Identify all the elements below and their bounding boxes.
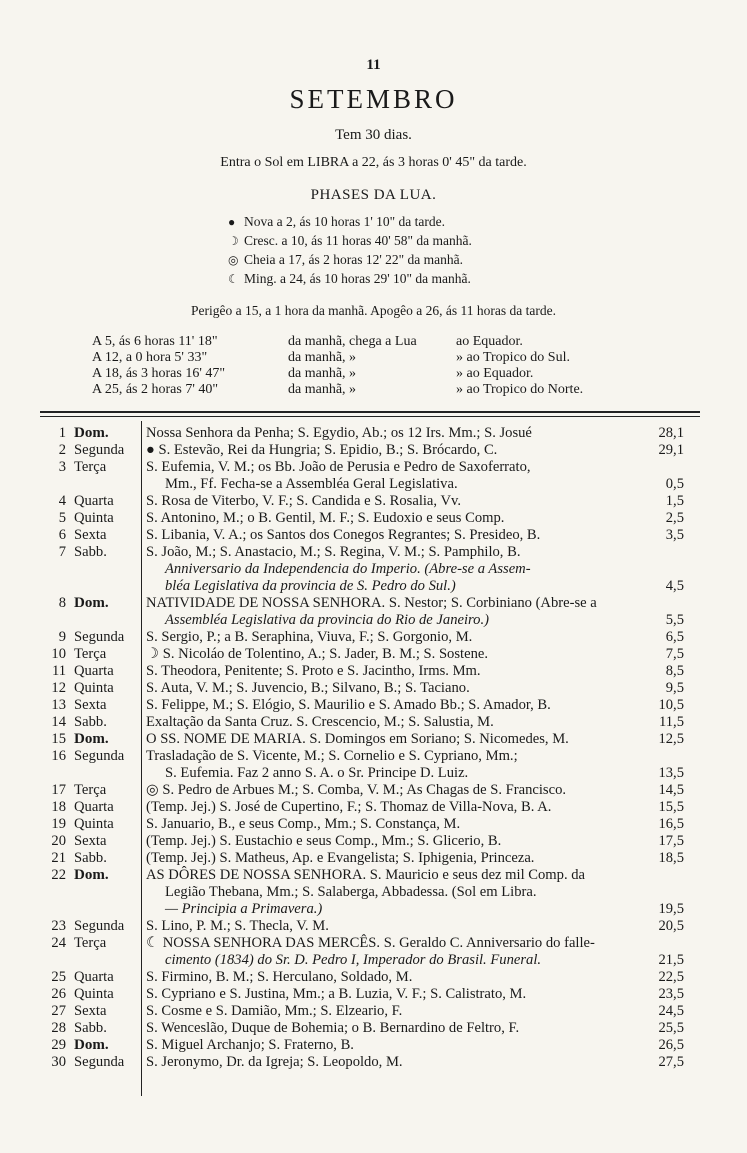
calendar-row bbox=[0, 612, 747, 629]
days-line: Tem 30 dias. bbox=[335, 127, 412, 143]
calendar-row bbox=[0, 1003, 747, 1020]
moon-age: 0,5 bbox=[665, 476, 684, 492]
moon-age: 14,5 bbox=[658, 782, 684, 798]
new-moon-icon: ● bbox=[228, 215, 236, 229]
calendar-row bbox=[0, 425, 747, 442]
equator-target: » ao Tropico do Sul. bbox=[456, 350, 570, 365]
equator-desc: da manhã, » bbox=[288, 366, 357, 381]
saints-text: S. Rosa de Viterbo, V. F.; S. Candida e S. Rosalia, Vv. bbox=[146, 493, 461, 509]
equator-target: ao Equador. bbox=[456, 334, 523, 349]
weekday: Quarta bbox=[74, 969, 114, 985]
saints-text: S. Januario, B., e seus Comp., Mm.; S. Constança, M. bbox=[146, 816, 461, 832]
weekday: Sexta bbox=[74, 527, 107, 543]
day-number: 26 bbox=[51, 986, 66, 1002]
day-number: 25 bbox=[51, 969, 66, 985]
moon-age: 27,5 bbox=[658, 1054, 684, 1070]
calendar-row bbox=[0, 969, 747, 986]
calendar-row bbox=[0, 493, 747, 510]
weekday: Dom. bbox=[74, 1037, 109, 1053]
saints-text: ● S. Estevão, Rei da Hungria; S. Epidio, B.; S. Brócardo, C. bbox=[146, 442, 498, 458]
day-number: 16 bbox=[51, 748, 66, 764]
moon-age: 16,5 bbox=[658, 816, 684, 832]
weekday: Sabb. bbox=[74, 714, 107, 730]
day-number: 27 bbox=[51, 1003, 66, 1019]
moon-age: 9,5 bbox=[665, 680, 684, 696]
weekday: Sexta bbox=[74, 697, 107, 713]
weekday: Sabb. bbox=[74, 544, 107, 560]
saints-text: S. Antonino, M.; o B. Gentil, M. F.; S. Eudoxio e seus Comp. bbox=[146, 510, 505, 526]
weekday: Segunda bbox=[74, 748, 125, 764]
weekday: Terça bbox=[74, 935, 107, 951]
saints-text: S. Cypriano e S. Justina, Mm.; a B. Luzia, V. F.; S. Calistrato, M. bbox=[146, 986, 527, 1002]
saints-text: AS DÔRES DE NOSSA SENHORA. S. Mauricio e seus dez mil Comp. da bbox=[146, 867, 586, 883]
saints-text: bléa Legislativa da provincia de S. Pedro do Sul.) bbox=[165, 578, 456, 594]
calendar-row bbox=[0, 680, 747, 697]
saints-text: (Temp. Jej.) S. Eustachio e seus Comp., Mm.; S. Glicerio, B. bbox=[146, 833, 502, 849]
moon-age: 3,5 bbox=[665, 527, 684, 543]
equator-time: A 25, ás 2 horas 7' 40" bbox=[92, 382, 219, 397]
perigee-line: Perigêo a 15, a 1 hora da manhã. Apogêo a 26, ás 11 horas da tarde. bbox=[190, 303, 556, 318]
moon-age: 22,5 bbox=[658, 969, 684, 985]
moon-age: 11,5 bbox=[659, 714, 684, 730]
weekday: Dom. bbox=[74, 731, 109, 747]
calendar-row bbox=[0, 697, 747, 714]
calendar-row bbox=[0, 1020, 747, 1037]
saints-text: O SS. NOME DE MARIA. S. Domingos em Soriano; S. Nicomedes, M. bbox=[146, 731, 569, 747]
moon-phase-text: Nova a 2, ás 10 horas 1' 10" da tarde. bbox=[244, 214, 446, 229]
moon-age: 2,5 bbox=[665, 510, 684, 526]
equator-line bbox=[92, 382, 583, 398]
day-number: 21 bbox=[51, 850, 66, 866]
equator-target: » ao Tropico do Norte. bbox=[456, 382, 584, 397]
calendar-row bbox=[0, 561, 747, 578]
moon-age: 15,5 bbox=[658, 799, 684, 815]
saints-text: S. Jeronymo, Dr. da Igreja; S. Leopoldo, M. bbox=[146, 1054, 403, 1070]
double-rule-top bbox=[40, 411, 700, 413]
day-number: 28 bbox=[51, 1020, 66, 1036]
saints-text: Nossa Senhora da Penha; S. Egydio, Ab.; os 12 Irs. Mm.; S. Josué bbox=[146, 425, 532, 441]
weekday: Segunda bbox=[74, 1054, 125, 1070]
calendar-row bbox=[0, 799, 747, 816]
moon-age: 4,5 bbox=[665, 578, 684, 594]
moon-age: 18,5 bbox=[658, 850, 684, 866]
equator-time: A 12, a 0 hora 5' 33" bbox=[92, 350, 208, 365]
saints-text: Legião Thebana, Mm.; S. Salaberga, Abbadessa. (Sol em Libra. bbox=[165, 884, 537, 900]
weekday: Dom. bbox=[74, 425, 109, 441]
calendar-row bbox=[0, 459, 747, 476]
saints-text: NATIVIDADE DE NOSSA SENHORA. S. Nestor; S. Corbiniano (Abre-se a bbox=[146, 595, 597, 611]
day-number: 29 bbox=[51, 1037, 66, 1053]
saints-text: Exaltação da Santa Cruz. S. Crescencio, M.; S. Salustia, M. bbox=[146, 714, 494, 730]
moon-age: 10,5 bbox=[658, 697, 684, 713]
weekday: Terça bbox=[74, 646, 107, 662]
day-number: 22 bbox=[51, 867, 66, 883]
weekday: Quinta bbox=[74, 986, 114, 1002]
weekday: Dom. bbox=[74, 595, 109, 611]
moon-age: 8,5 bbox=[665, 663, 684, 679]
saints-text: S. Theodora, Penitente; S. Proto e S. Jacintho, Irms. Mm. bbox=[146, 663, 481, 679]
calendar-row bbox=[0, 595, 747, 612]
day-number: 4 bbox=[58, 493, 66, 509]
moon-age: 5,5 bbox=[665, 612, 684, 628]
saints-text: S. Wenceslão, Duque de Bohemia; o B. Bernardino de Feltro, F. bbox=[146, 1020, 520, 1036]
saints-text: — Principia a Primavera.) bbox=[165, 901, 323, 917]
phases-title: PHASES DA LUA. bbox=[310, 187, 437, 203]
moon-age: 6,5 bbox=[665, 629, 684, 645]
day-number: 13 bbox=[51, 697, 66, 713]
calendar-row bbox=[0, 833, 747, 850]
day-number: 14 bbox=[51, 714, 66, 730]
weekday: Quarta bbox=[74, 493, 114, 509]
weekday: Quarta bbox=[74, 799, 114, 815]
saints-text: ☾ NOSSA SENHORA DAS MERCÊS. S. Geraldo C. Anniversario do falle- bbox=[146, 935, 595, 951]
equator-line bbox=[92, 334, 523, 350]
moon-phase-new bbox=[228, 214, 445, 230]
saints-text: Assembléa Legislativa da provincia do Rio de Janeiro.) bbox=[165, 612, 489, 628]
page-number: 11 bbox=[366, 57, 381, 73]
saints-text: S. Lino, P. M.; S. Thecla, V. M. bbox=[146, 918, 329, 934]
calendar-row bbox=[0, 510, 747, 527]
moon-age: 12,5 bbox=[658, 731, 684, 747]
weekday: Quinta bbox=[74, 680, 114, 696]
waning-moon-icon: ☾ bbox=[228, 272, 239, 286]
moon-age: 24,5 bbox=[658, 1003, 684, 1019]
equator-target: » ao Equador. bbox=[456, 366, 534, 381]
weekday: Segunda bbox=[74, 442, 125, 458]
equator-desc: da manhã, » bbox=[288, 382, 357, 397]
calendar-row bbox=[0, 782, 747, 799]
day-number: 10 bbox=[51, 646, 66, 662]
equator-time: A 5, ás 6 horas 11' 18" bbox=[92, 334, 218, 349]
weekday: Quarta bbox=[74, 663, 114, 679]
calendar-row bbox=[0, 935, 747, 952]
equator-desc: da manhã, » bbox=[288, 350, 357, 365]
moon-phase-text: Cresc. a 10, ás 11 horas 40' 58" da manhã. bbox=[244, 233, 472, 248]
calendar-row bbox=[0, 714, 747, 731]
day-number: 1 bbox=[58, 425, 66, 441]
moon-age: 21,5 bbox=[658, 952, 684, 968]
calendar-row bbox=[0, 918, 747, 935]
equator-line bbox=[92, 366, 533, 382]
moon-age: 13,5 bbox=[658, 765, 684, 781]
equator-line bbox=[92, 350, 570, 366]
equator-desc: da manhã, chega a Lua bbox=[288, 334, 417, 349]
saints-text: S. João, M.; S. Anastacio, M.; S. Regina, V. M.; S. Pamphilo, B. bbox=[146, 544, 521, 560]
calendar-row bbox=[0, 816, 747, 833]
saints-text: S. Miguel Archanjo; S. Fraterno, B. bbox=[146, 1037, 354, 1053]
calendar-row bbox=[0, 850, 747, 867]
moon-age: 23,5 bbox=[658, 986, 684, 1002]
moon-phase-full bbox=[228, 252, 463, 268]
calendar-row bbox=[0, 884, 747, 901]
saints-text: S. Cosme e S. Damião, Mm.; S. Elzeario, F. bbox=[146, 1003, 403, 1019]
calendar-row bbox=[0, 901, 747, 918]
calendar-row bbox=[0, 629, 747, 646]
saints-text: ◎ S. Pedro de Arbues M.; S. Comba, V. M.; As Chagas de S. Francisco. bbox=[146, 782, 567, 798]
moon-age: 17,5 bbox=[658, 833, 684, 849]
moon-age: 7,5 bbox=[665, 646, 684, 662]
saints-text: Anniversario da Independencia do Imperio. (Abre-se a Assem- bbox=[165, 561, 531, 577]
saints-text: S. Firmino, B. M.; S. Herculano, Soldado, M. bbox=[146, 969, 413, 985]
saints-text: cimento (1834) do Sr. D. Pedro I, Imperador do Brasil. Funeral. bbox=[165, 952, 542, 968]
moon-age: 19,5 bbox=[658, 901, 684, 917]
crescent-moon-icon: ☽ bbox=[228, 234, 239, 248]
calendar-row bbox=[0, 527, 747, 544]
calendar-row bbox=[0, 748, 747, 765]
moon-age: 25,5 bbox=[658, 1020, 684, 1036]
saints-text: S. Libania, V. A.; os Santos dos Conegos Regrantes; S. Presideo, B. bbox=[146, 527, 541, 543]
moon-phase-text: Cheia a 17, ás 2 horas 12' 22" da manhã. bbox=[244, 252, 464, 267]
calendar-row bbox=[0, 663, 747, 680]
calendar-row bbox=[0, 731, 747, 748]
calendar-row bbox=[0, 646, 747, 663]
saints-text: ☽ S. Nicoláo de Tolentino, A.; S. Jader, B. M.; S. Sostene. bbox=[146, 646, 488, 662]
saints-text: Mm., Ff. Fecha-se a Assembléa Geral Legislativa. bbox=[165, 476, 458, 492]
moon-phase-text: Ming. a 24, ás 10 horas 29' 10" da manhã. bbox=[244, 271, 471, 286]
day-number: 9 bbox=[58, 629, 66, 645]
weekday: Quinta bbox=[74, 816, 114, 832]
moon-phase-crescent bbox=[228, 233, 472, 249]
weekday: Sexta bbox=[74, 1003, 107, 1019]
day-number: 23 bbox=[51, 918, 66, 934]
day-number: 30 bbox=[51, 1054, 66, 1070]
moon-age: 26,5 bbox=[658, 1037, 684, 1053]
saints-text: S. Auta, V. M.; S. Juvencio, B.; Silvano, B.; S. Taciano. bbox=[146, 680, 470, 696]
moon-phase-waning bbox=[228, 271, 471, 287]
moon-age: 1,5 bbox=[665, 493, 684, 509]
equator-time: A 18, ás 3 horas 16' 47" bbox=[92, 366, 226, 381]
day-number: 3 bbox=[58, 459, 66, 475]
day-number: 19 bbox=[51, 816, 66, 832]
calendar-row bbox=[0, 1037, 747, 1054]
calendar-row bbox=[0, 544, 747, 561]
saints-text: S. Felippe, M.; S. Elógio, S. Maurilio e S. Amado Bb.; S. Amador, B. bbox=[146, 697, 551, 713]
day-number: 8 bbox=[58, 595, 66, 611]
weekday: Sabb. bbox=[74, 850, 107, 866]
weekday: Segunda bbox=[74, 629, 125, 645]
saints-text: (Temp. Jej.) S. Matheus, Ap. e Evangelista; S. Iphigenia, Princeza. bbox=[146, 850, 535, 866]
calendar-row bbox=[0, 765, 747, 782]
double-rule-bottom bbox=[40, 416, 700, 417]
day-number: 15 bbox=[51, 731, 66, 747]
calendar-row bbox=[0, 442, 747, 459]
day-number: 6 bbox=[58, 527, 66, 543]
day-number: 17 bbox=[51, 782, 66, 798]
calendar-row bbox=[0, 578, 747, 595]
weekday: Terça bbox=[74, 459, 107, 475]
calendar-row bbox=[0, 867, 747, 884]
moon-age: 29,1 bbox=[658, 442, 684, 458]
day-number: 5 bbox=[58, 510, 66, 526]
day-number: 7 bbox=[58, 544, 66, 560]
day-number: 20 bbox=[51, 833, 66, 849]
saints-text: (Temp. Jej.) S. José de Cupertino, F.; S. Thomaz de Villa-Nova, B. A. bbox=[146, 799, 552, 815]
moon-age: 28,1 bbox=[658, 425, 684, 441]
day-number: 11 bbox=[51, 663, 66, 679]
saints-text: S. Eufemia. Faz 2 anno S. A. o Sr. Principe D. Luiz. bbox=[165, 765, 469, 781]
weekday: Sabb. bbox=[74, 1020, 107, 1036]
calendar-row bbox=[0, 952, 747, 969]
day-number: 2 bbox=[58, 442, 66, 458]
weekday: Dom. bbox=[74, 867, 109, 883]
moon-age: 20,5 bbox=[658, 918, 684, 934]
weekday: Sexta bbox=[74, 833, 107, 849]
calendar-row bbox=[0, 1054, 747, 1071]
day-number: 24 bbox=[51, 935, 66, 951]
day-number: 12 bbox=[51, 680, 66, 696]
saints-text: S. Eufemia, V. M.; os Bb. João de Perusia e Pedro de Saxoferrato, bbox=[146, 459, 531, 475]
calendar-row bbox=[0, 986, 747, 1003]
month-title: SETEMBRO bbox=[289, 84, 458, 114]
day-number: 18 bbox=[51, 799, 66, 815]
full-moon-icon: ◎ bbox=[228, 253, 239, 267]
weekday: Terça bbox=[74, 782, 107, 798]
saints-text: S. Sergio, P.; a B. Seraphina, Viuva, F.; S. Gorgonio, M. bbox=[146, 629, 473, 645]
weekday: Quinta bbox=[74, 510, 114, 526]
calendar-row bbox=[0, 476, 747, 493]
weekday: Segunda bbox=[74, 918, 125, 934]
sun-entry-line: Entra o Sol em LIBRA a 22, ás 3 horas 0' 45" da tarde. bbox=[220, 155, 527, 170]
saints-text: Trasladação de S. Vicente, M.; S. Cornelio e S. Cypriano, Mm.; bbox=[146, 748, 518, 764]
